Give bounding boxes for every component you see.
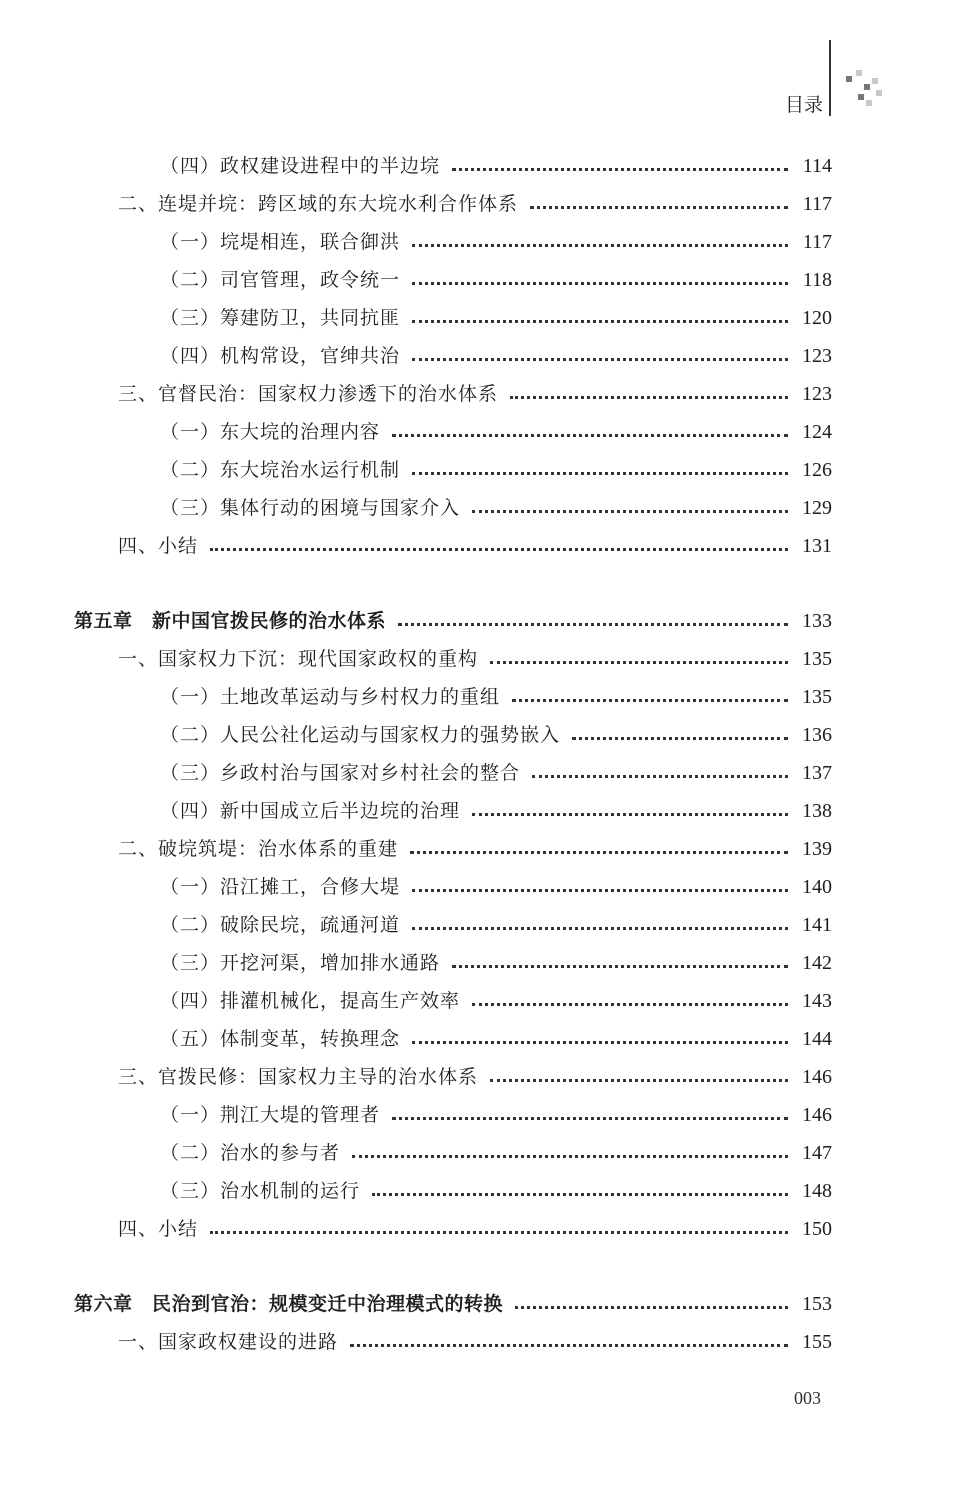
- toc-leader-dots: [412, 358, 788, 361]
- toc-item-label: （三）筹建防卫，共同抗匪: [160, 307, 401, 329]
- toc-item[interactable]: [160, 300, 832, 330]
- toc-item-label: （四）政权建设进程中的半边垸: [160, 155, 441, 177]
- toc-item[interactable]: [160, 755, 832, 785]
- toc-item-label: （五）体制变革，转换理念: [160, 1028, 401, 1050]
- toc-item[interactable]: [118, 1059, 832, 1089]
- toc-chapter[interactable]: [74, 603, 832, 633]
- toc-item[interactable]: [118, 376, 832, 406]
- toc-item-label: （二）破除民垸，疏通河道: [160, 914, 401, 936]
- toc-leader-dots: [412, 472, 788, 475]
- toc-item[interactable]: [160, 452, 832, 482]
- toc-item[interactable]: [118, 528, 832, 558]
- toc-leader-dots: [412, 927, 788, 930]
- toc-leader-dots: [372, 1193, 788, 1196]
- toc-item[interactable]: [160, 945, 832, 975]
- toc-item-label: （四）机构常设，官绅共治: [160, 345, 401, 367]
- header-rule: [829, 40, 831, 116]
- toc-item-page: 137: [802, 762, 832, 784]
- toc-item[interactable]: [160, 679, 832, 709]
- toc-item[interactable]: [160, 793, 832, 823]
- toc-item-page: 140: [802, 876, 832, 898]
- toc-item-label: 三、官拨民修：国家权力主导的治水体系: [118, 1066, 479, 1088]
- toc-item[interactable]: [160, 414, 832, 444]
- toc-item-page: 143: [802, 990, 832, 1012]
- toc-leader-dots: [472, 813, 788, 816]
- toc-item[interactable]: [118, 641, 832, 671]
- toc-leader-dots: [512, 699, 788, 702]
- toc-item-page: 114: [802, 155, 832, 177]
- toc-item[interactable]: [160, 869, 832, 899]
- toc-item-page: 141: [802, 914, 832, 936]
- toc-item-page: 142: [802, 952, 832, 974]
- toc-item-page: 136: [802, 724, 832, 746]
- toc-leader-dots: [412, 1041, 788, 1044]
- toc-item-label: （三）开挖河渠，增加排水通路: [160, 952, 441, 974]
- toc-item[interactable]: [160, 490, 832, 520]
- toc-item-page: 123: [802, 345, 832, 367]
- toc-chapter-label: 第五章 新中国官拨民修的治水体系: [74, 610, 387, 632]
- toc-item-label: （三）治水机制的运行: [160, 1180, 361, 1202]
- toc-item[interactable]: [160, 148, 832, 178]
- toc-leader-dots: [412, 244, 788, 247]
- page-number: 003: [794, 1388, 821, 1408]
- toc-item[interactable]: [160, 983, 832, 1013]
- toc-item-page: 139: [802, 838, 832, 860]
- toc-item-page: 153: [802, 1293, 832, 1315]
- toc-item-page: 117: [802, 231, 832, 253]
- toc-chapter[interactable]: [74, 1286, 832, 1316]
- toc-item-label: （二）司官管理，政令统一: [160, 269, 401, 291]
- toc-leader-dots: [412, 282, 788, 285]
- toc-item-label: （一）荆江大堤的管理者: [160, 1104, 381, 1126]
- toc-item[interactable]: [160, 1135, 832, 1165]
- toc-item-page: 133: [802, 610, 832, 632]
- toc-leader-dots: [452, 965, 788, 968]
- toc-item-page: 131: [802, 535, 832, 557]
- toc-item-page: 123: [802, 383, 832, 405]
- toc-item-page: 129: [802, 497, 832, 519]
- toc-item-label: （一）土地改革运动与乡村权力的重组: [160, 686, 501, 708]
- toc-chapter-label: 第六章 民治到官治：规模变迁中治理模式的转换: [74, 1293, 504, 1315]
- toc-item-label: （四）排灌机械化，提高生产效率: [160, 990, 461, 1012]
- toc-item-page: 155: [802, 1331, 832, 1353]
- toc-item-page: 135: [802, 648, 832, 670]
- toc-item-label: （一）东大垸的治理内容: [160, 421, 381, 443]
- toc-item-page: 144: [802, 1028, 832, 1050]
- toc-item-page: 118: [802, 269, 832, 291]
- toc-leader-dots: [350, 1344, 788, 1347]
- toc-item-page: 117: [802, 193, 832, 215]
- toc-item-label: （一）垸堤相连，联合御洪: [160, 231, 401, 253]
- toc-item-page: 124: [802, 421, 832, 443]
- toc-item[interactable]: [118, 1324, 832, 1354]
- toc-leader-dots: [515, 1306, 788, 1309]
- toc-item-page: 126: [802, 459, 832, 481]
- toc-item[interactable]: [160, 1097, 832, 1127]
- toc-item-label: （一）沿江摊工，合修大堤: [160, 876, 401, 898]
- toc-item[interactable]: [160, 1173, 832, 1203]
- toc-item[interactable]: [160, 717, 832, 747]
- toc-item[interactable]: [118, 1211, 832, 1241]
- toc-item-label: 四、小结: [118, 1218, 199, 1240]
- toc-leader-dots: [412, 320, 788, 323]
- toc-leader-dots: [532, 775, 788, 778]
- toc-item-label: （二）治水的参与者: [160, 1142, 341, 1164]
- toc-item-label: 三、官督民治：国家权力渗透下的治水体系: [118, 383, 499, 405]
- toc-item-label: 二、破垸筑堤：治水体系的重建: [118, 838, 399, 860]
- toc-leader-dots: [510, 396, 788, 399]
- toc-leader-dots: [392, 434, 788, 437]
- toc-item-page: 150: [802, 1218, 832, 1240]
- toc-leader-dots: [530, 206, 788, 209]
- toc-leader-dots: [452, 168, 788, 171]
- toc-item-page: 146: [802, 1104, 832, 1126]
- toc-leader-dots: [210, 1231, 788, 1234]
- toc-leader-dots: [490, 1079, 788, 1082]
- toc-leader-dots: [472, 1003, 788, 1006]
- toc-item-page: 146: [802, 1066, 832, 1088]
- toc-item-label: （四）新中国成立后半边垸的治理: [160, 800, 461, 822]
- toc-leader-dots: [210, 548, 788, 551]
- toc-leader-dots: [412, 889, 788, 892]
- toc-item-label: （三）乡政村治与国家对乡村社会的整合: [160, 762, 521, 784]
- toc-item-label: （二）人民公社化运动与国家权力的强势嵌入: [160, 724, 561, 746]
- toc-leader-dots: [490, 661, 788, 664]
- toc-item-label: 一、国家权力下沉：现代国家政权的重构: [118, 648, 479, 670]
- toc-leader-dots: [572, 737, 788, 740]
- toc-leader-dots: [352, 1155, 788, 1158]
- toc-item[interactable]: [118, 831, 832, 861]
- toc-item[interactable]: [160, 1021, 832, 1051]
- toc-item-page: 120: [802, 307, 832, 329]
- toc-item[interactable]: [160, 907, 832, 937]
- toc-item-page: 148: [802, 1180, 832, 1202]
- toc-item[interactable]: [160, 262, 832, 292]
- toc-item-page: 135: [802, 686, 832, 708]
- toc-item[interactable]: [118, 186, 832, 216]
- toc-item[interactable]: [160, 338, 832, 368]
- toc-leader-dots: [410, 851, 788, 854]
- toc-item-page: 147: [802, 1142, 832, 1164]
- toc-item-label: 二、连堤并垸：跨区域的东大垸水利合作体系: [118, 193, 519, 215]
- toc-leader-dots: [392, 1117, 788, 1120]
- toc-leader-dots: [398, 623, 788, 626]
- toc-item-page: 138: [802, 800, 832, 822]
- toc-item-label: 一、国家政权建设的进路: [118, 1331, 339, 1353]
- toc-item-label: （二）东大垸治水运行机制: [160, 459, 401, 481]
- toc-leader-dots: [472, 510, 788, 513]
- header-title: 目录: [785, 94, 824, 116]
- toc-item[interactable]: [160, 224, 832, 254]
- toc-item-label: （三）集体行动的困境与国家介入: [160, 497, 461, 519]
- toc-item-label: 四、小结: [118, 535, 199, 557]
